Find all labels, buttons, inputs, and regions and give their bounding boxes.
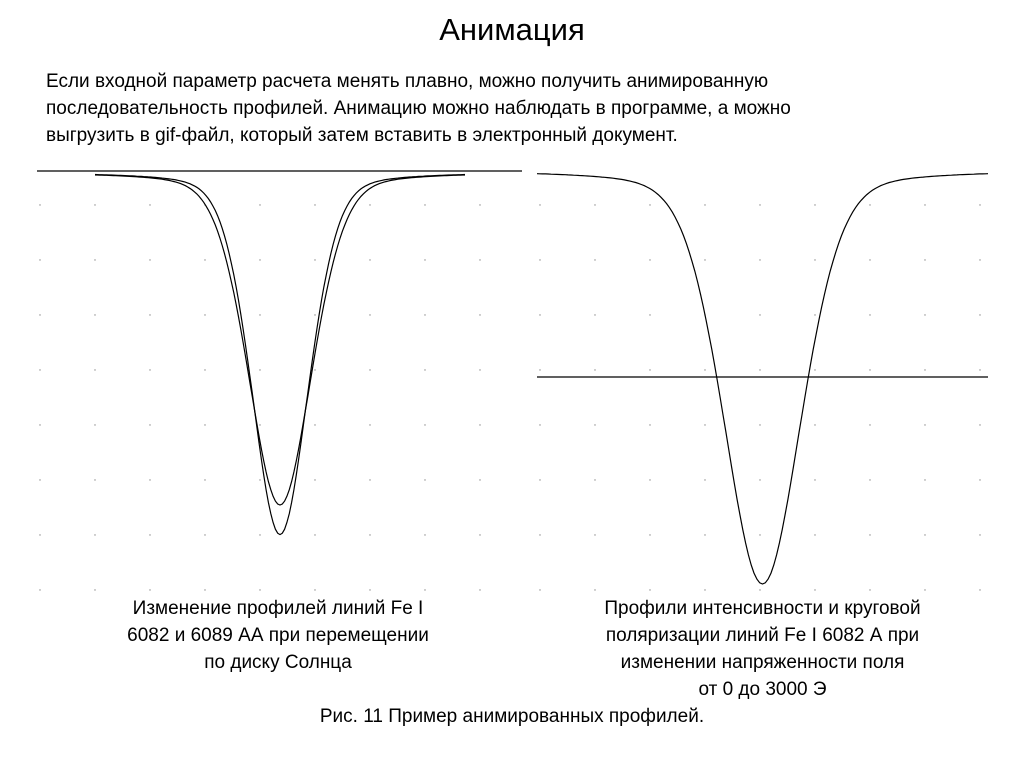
grid-dot — [149, 314, 150, 315]
grid-dot — [39, 534, 40, 535]
grid-dot — [369, 534, 370, 535]
grid-dot — [94, 204, 95, 205]
grid-dot — [314, 259, 315, 260]
grid-dot — [594, 589, 595, 590]
grid-dot — [149, 479, 150, 480]
grid-dot — [94, 424, 95, 425]
grid-dot — [539, 479, 540, 480]
grid-dot — [594, 534, 595, 535]
grid-dot — [814, 314, 815, 315]
grid-dot — [649, 204, 650, 205]
grid-dot — [259, 534, 260, 535]
grid-dot — [869, 204, 870, 205]
grid-dot — [149, 369, 150, 370]
grid-dot — [424, 369, 425, 370]
grid-dot — [39, 259, 40, 260]
grid-dot — [39, 424, 40, 425]
grid-dot — [649, 534, 650, 535]
grid-dot — [204, 534, 205, 535]
right-grid-dots — [539, 204, 980, 590]
grid-dot — [539, 424, 540, 425]
grid-dot — [424, 424, 425, 425]
grid-dot — [924, 204, 925, 205]
grid-dot — [39, 314, 40, 315]
grid-dot — [539, 589, 540, 590]
grid-dot — [424, 534, 425, 535]
left-grid-dots — [39, 204, 480, 590]
left-chart-caption — [58, 595, 498, 676]
grid-dot — [759, 534, 760, 535]
grid-dot — [594, 314, 595, 315]
grid-dot — [259, 369, 260, 370]
grid-dot — [814, 259, 815, 260]
grid-dot — [259, 589, 260, 590]
grid-dot — [369, 479, 370, 480]
grid-dot — [204, 369, 205, 370]
grid-dot — [314, 534, 315, 535]
grid-dot — [479, 314, 480, 315]
profile-line — [537, 174, 988, 584]
grid-dot — [814, 479, 815, 480]
grid-dot — [539, 259, 540, 260]
grid-dot — [259, 314, 260, 315]
grid-dot — [924, 479, 925, 480]
caption-line: по диску Солнца — [204, 652, 352, 673]
grid-dot — [814, 534, 815, 535]
grid-dot — [369, 424, 370, 425]
grid-dot — [424, 589, 425, 590]
grid-dot — [979, 259, 980, 260]
grid-dot — [314, 369, 315, 370]
grid-dot — [594, 424, 595, 425]
caption-line: изменении напряженности поля — [620, 652, 905, 673]
grid-dot — [759, 424, 760, 425]
grid-dot — [869, 259, 870, 260]
caption-line: поляризации линий Fe I 6082 А при — [605, 625, 920, 646]
grid-dot — [594, 204, 595, 205]
grid-dot — [759, 589, 760, 590]
grid-dot — [204, 589, 205, 590]
profile-line — [95, 175, 465, 535]
slide-title: Анимация — [439, 12, 585, 47]
grid-dot — [924, 314, 925, 315]
grid-dot — [814, 424, 815, 425]
grid-dot — [869, 314, 870, 315]
grid-dot — [314, 589, 315, 590]
grid-dot — [369, 259, 370, 260]
grid-dot — [539, 369, 540, 370]
grid-dot — [259, 479, 260, 480]
grid-dot — [759, 259, 760, 260]
grid-dot — [39, 369, 40, 370]
grid-dot — [94, 314, 95, 315]
grid-dot — [39, 204, 40, 205]
grid-dot — [979, 589, 980, 590]
grid-dot — [979, 534, 980, 535]
grid-dot — [759, 314, 760, 315]
grid-dot — [704, 204, 705, 205]
left-line-profiles — [95, 175, 465, 535]
grid-dot — [539, 314, 540, 315]
grid-dot — [94, 259, 95, 260]
right-chart-caption — [540, 595, 985, 703]
grid-dot — [869, 424, 870, 425]
grid-dot — [479, 424, 480, 425]
grid-dot — [924, 369, 925, 370]
grid-dot — [369, 314, 370, 315]
grid-dot — [704, 479, 705, 480]
grid-dot — [479, 479, 480, 480]
grid-dot — [979, 424, 980, 425]
intro-line: выгрузить в gif-файл, который затем вставить в электронный документ. — [46, 125, 678, 146]
grid-dot — [649, 369, 650, 370]
grid-dot — [259, 259, 260, 260]
grid-dot — [369, 204, 370, 205]
grid-dot — [424, 314, 425, 315]
grid-dot — [204, 314, 205, 315]
grid-dot — [649, 259, 650, 260]
grid-dot — [539, 204, 540, 205]
grid-dot — [704, 589, 705, 590]
grid-dot — [204, 259, 205, 260]
grid-dot — [869, 369, 870, 370]
grid-dot — [424, 204, 425, 205]
grid-dot — [594, 369, 595, 370]
grid-dot — [759, 479, 760, 480]
grid-dot — [149, 534, 150, 535]
grid-dot — [649, 314, 650, 315]
grid-dot — [39, 479, 40, 480]
intro-line: последовательность профилей. Анимацию можно наблюдать в программе, а можно — [46, 98, 791, 119]
grid-dot — [314, 314, 315, 315]
grid-dot — [924, 534, 925, 535]
grid-dot — [814, 589, 815, 590]
grid-dot — [704, 534, 705, 535]
grid-dot — [979, 314, 980, 315]
grid-dot — [539, 534, 540, 535]
grid-dot — [869, 589, 870, 590]
grid-dot — [424, 259, 425, 260]
grid-dot — [649, 479, 650, 480]
grid-dot — [704, 259, 705, 260]
grid-dot — [479, 589, 480, 590]
caption-line: Изменение профилей линий Fe I — [132, 598, 424, 619]
grid-dot — [704, 424, 705, 425]
grid-dot — [149, 424, 150, 425]
caption-line: от 0 до 3000 Э — [698, 679, 827, 700]
grid-dot — [94, 479, 95, 480]
grid-dot — [649, 589, 650, 590]
grid-dot — [94, 589, 95, 590]
grid-dot — [149, 204, 150, 205]
grid-dot — [94, 534, 95, 535]
grid-dot — [149, 259, 150, 260]
grid-dot — [979, 479, 980, 480]
grid-dot — [479, 204, 480, 205]
grid-dot — [204, 424, 205, 425]
grid-dot — [814, 369, 815, 370]
grid-dot — [94, 369, 95, 370]
grid-dot — [979, 204, 980, 205]
grid-dot — [924, 589, 925, 590]
grid-dot — [649, 424, 650, 425]
grid-dot — [704, 369, 705, 370]
grid-dot — [924, 424, 925, 425]
grid-dot — [869, 479, 870, 480]
grid-dot — [594, 479, 595, 480]
grid-dot — [204, 479, 205, 480]
figure-caption: Рис. 11 Пример анимированных профилей. — [319, 706, 705, 727]
grid-dot — [369, 369, 370, 370]
grid-dot — [259, 424, 260, 425]
grid-dot — [314, 204, 315, 205]
grid-dot — [39, 589, 40, 590]
grid-dot — [869, 534, 870, 535]
grid-dot — [259, 204, 260, 205]
profile-line — [95, 175, 465, 505]
right-line-profiles — [537, 174, 988, 584]
grid-dot — [594, 259, 595, 260]
grid-dot — [924, 259, 925, 260]
grid-dot — [814, 204, 815, 205]
grid-dot — [424, 479, 425, 480]
intro-line: Если входной параметр расчета менять плавно, можно получить анимированную — [46, 71, 769, 92]
grid-dot — [149, 589, 150, 590]
grid-dot — [759, 369, 760, 370]
grid-dot — [479, 534, 480, 535]
grid-dot — [314, 479, 315, 480]
caption-line: Профили интенсивности и круговой — [604, 598, 921, 619]
grid-dot — [314, 424, 315, 425]
caption-line: 6082 и 6089 АА при перемещении — [127, 625, 429, 646]
grid-dot — [979, 369, 980, 370]
grid-dot — [369, 589, 370, 590]
grid-dot — [479, 259, 480, 260]
grid-dot — [759, 204, 760, 205]
grid-dot — [479, 369, 480, 370]
